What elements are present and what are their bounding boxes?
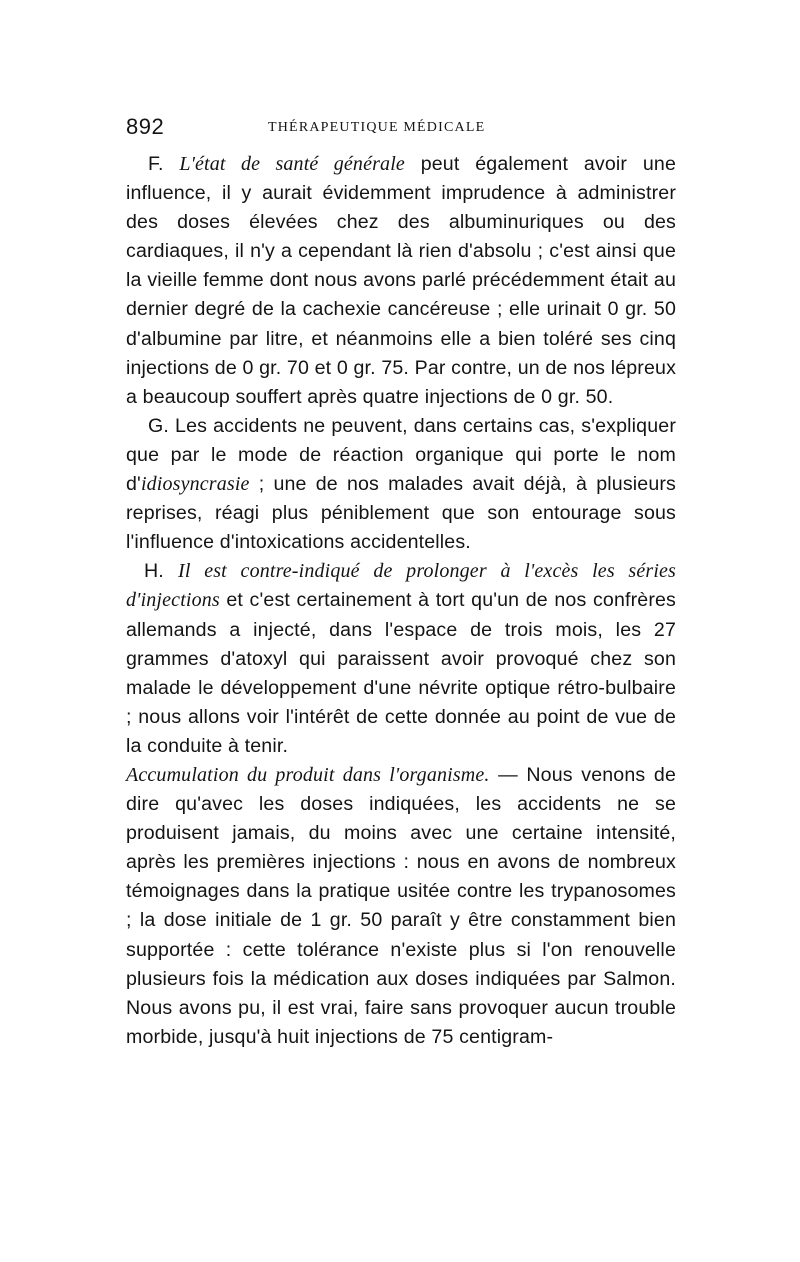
paragraph-text: ; une de nos malades avait déjà, à plusieurs reprises, réagi plus péniblement que son entourage sous l'influence d'intoxications accidentelles.: [126, 473, 676, 554]
paragraph-accumulation: [126, 761, 676, 1052]
body-text: [126, 150, 676, 1052]
paragraph-text: — Nous venons de dire qu'avec les doses indiquées, les accidents ne se produisent jamais, du moins avec une certaine intensité, après les premières injections : nous en avons de nombreux témoignages dans la pratique usitée contre les trypanosomes ; la dose initiale de 1 gr. 50 paraît y être constamment bien supportée : cette tolérance n'existe plus si l'on renouvelle plusieurs fois la médication aux doses indiquées par Salmon. Nous avons pu, il est vrai, faire sans provoquer aucun trouble morbide, jusqu'à huit injections de 75 centigram-: [126, 763, 676, 1048]
paragraph-f: [126, 150, 676, 412]
paragraph-label: H.: [144, 560, 164, 583]
paragraph-h: [126, 557, 676, 761]
paragraph-text: peut également avoir une influence, il y aurait évidemment imprudence à administrer des doses élevées chez des albuminuriques ou des cardiaques, il n'y a cependant là rien d'absolu ; c'est ainsi que la vieille femme dont nous avons parlé précédemment était au dernier degré de la cachexie cancéreuse ; elle urinait 0 gr. 50 d'albumine par litre, et néanmoins elle a bien toléré ses cinq injections de 0 gr. 70 et 0 gr. 75. Par contre, un de nos lépreux a beaucoup souffert après quatre injections de 0 gr. 50.: [126, 153, 677, 408]
italic-heading: L'état de santé générale: [179, 153, 405, 175]
italic-heading: Il est contre-indiqué de prolonger à l'excès les séries d'injections: [126, 560, 676, 612]
page-header: [126, 114, 674, 142]
paragraph-text: et c'est certainement à tort qu'un de nos confrères allemands a injecté, dans l'espace de trois mois, les 27 grammes d'atoxyl qui paraissent avoir provoqué chez son malade le développement d'une névrite optique rétro-bulbaire ; nous allons voir l'intérêt de cette donnée au point de vue de la conduite à tenir.: [126, 589, 676, 757]
paragraph-label: G.: [148, 414, 169, 437]
section-heading: Accumulation du produit dans l'organisme.: [126, 763, 490, 786]
paragraph-text: Les accidents ne peuvent, dans certains cas, s'expliquer que par le mode de réaction organique qui porte le nom d': [126, 414, 676, 496]
running-title: THÉRAPEUTIQUE MÉDICALE: [268, 120, 486, 135]
italic-term: idiosyncrasie: [140, 473, 250, 496]
page-number: 892: [126, 114, 165, 139]
paragraph-g: [126, 412, 676, 557]
paragraph-label: F.: [148, 153, 164, 175]
